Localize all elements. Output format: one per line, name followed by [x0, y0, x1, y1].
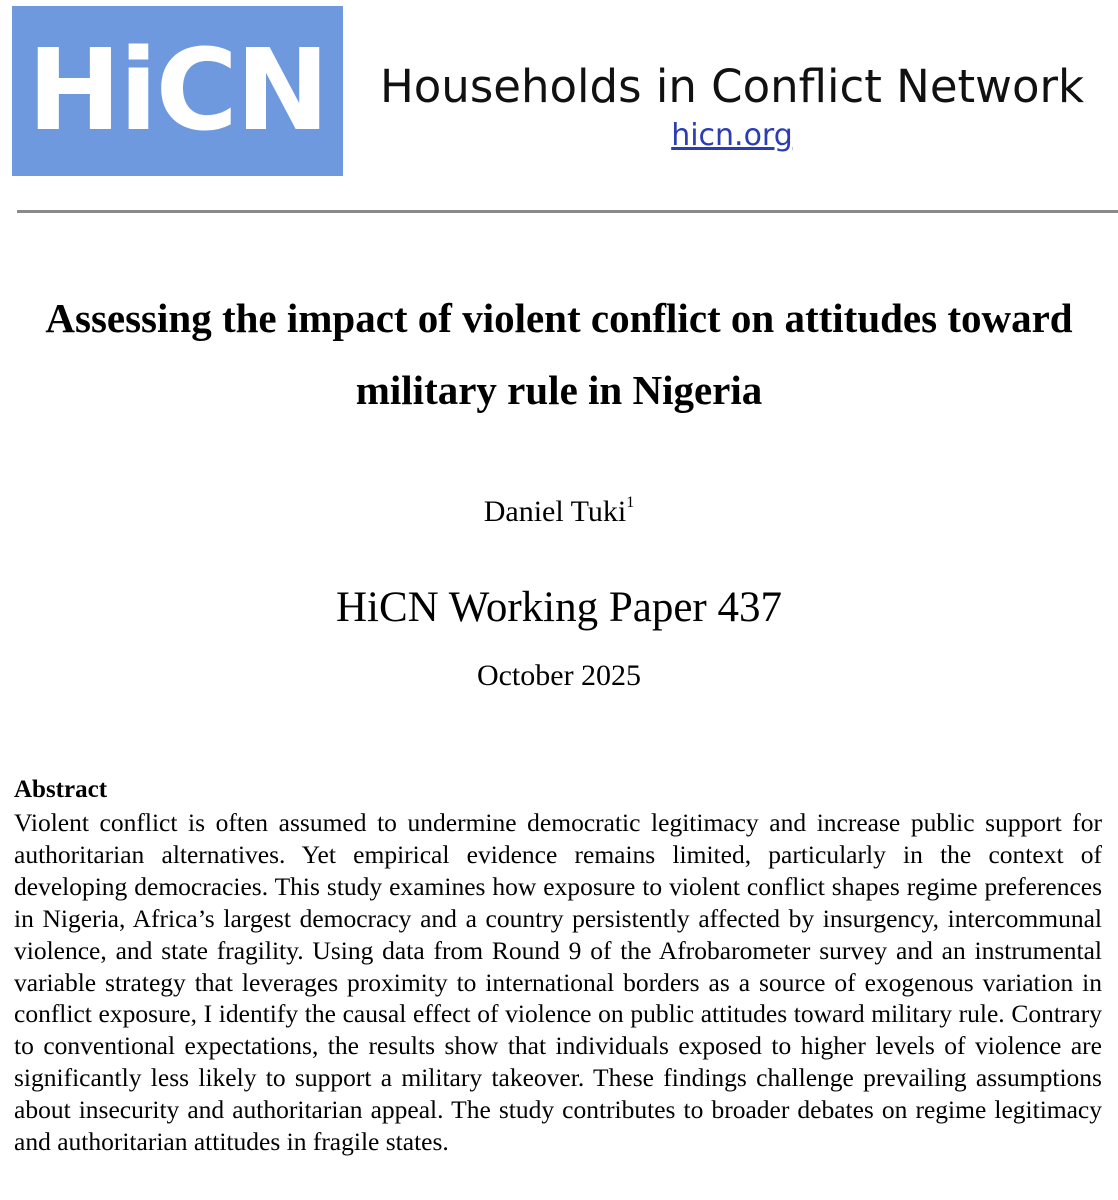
author-footnote-marker: 1 — [626, 494, 635, 511]
author — [0, 494, 1118, 530]
working-paper-number: HiCN Working Paper 437 — [335, 584, 783, 631]
org-name: Households in Conflict Network — [379, 60, 1085, 113]
publication-date: October 2025 — [476, 659, 642, 692]
paper-title: Assessing the impact of violent conflict on attitudes toward military rule in Nigeria — [45, 295, 1073, 413]
author-name: Daniel Tuki — [483, 495, 627, 528]
abstract-text: Violent conflict is often assumed to undermine democratic legitimacy and increase public support for authoritarian alternatives. Yet empirical evidence remains limited, particularly in the context of developing democracies. This study examines how exposure to violent conflict shapes regime preferences in Nigeria, Africa’s largest democracy and a country persistently affected by insurgency, intercommunal violence, and state fragility. Using data from Round 9 of the Afrobarometer survey and an instrumental variable strategy that leverages proximity to international borders as a source of exogenous variation in conflict exposure, I identify the causal effect of violence on public attitudes toward military rule. Contrary to conventional expectations, the results show that individuals exposed to higher levels of violence are significantly less likely to support a military takeover. These findings challenge prevailing assumptions about insecurity and authoritarian appeal. The study contributes to broader debates on regime legitimacy and authoritarian attitudes in fragile states. — [14, 808, 1102, 1157]
abstract-heading: Abstract — [14, 776, 108, 803]
org-url-link[interactable]: hicn.org — [671, 118, 793, 153]
logo-text: HiCN — [27, 26, 328, 156]
header-divider — [17, 210, 1118, 213]
hicn-logo — [12, 6, 343, 176]
